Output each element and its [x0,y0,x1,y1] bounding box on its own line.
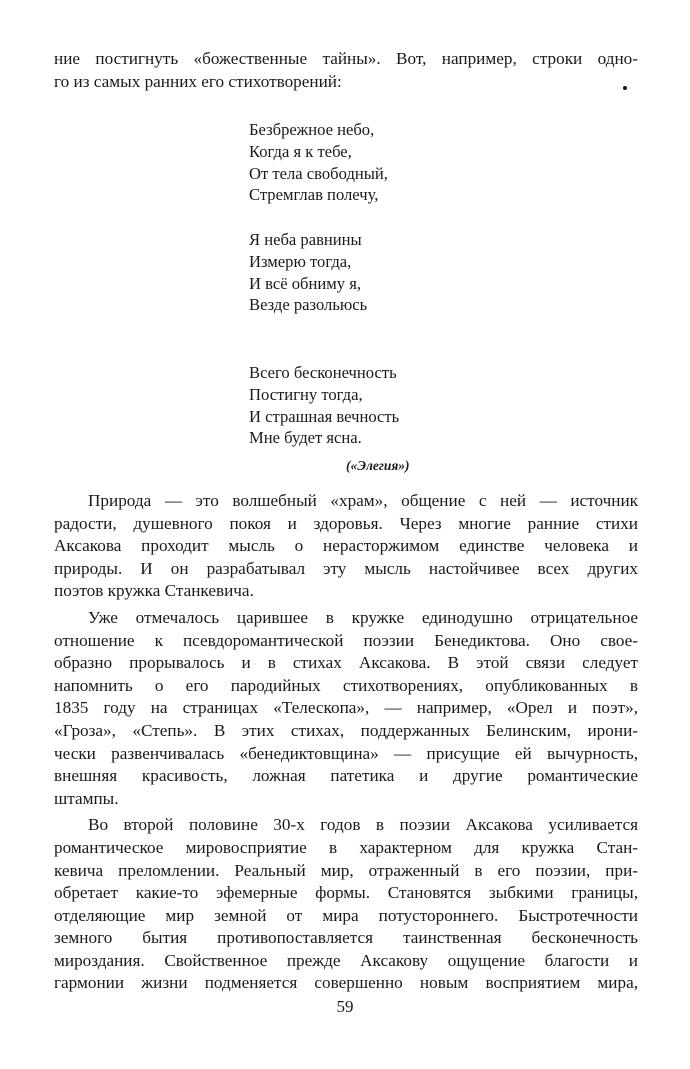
paragraph-line: напомнить о его пародийных стихотворениях, опубликованных в [54,675,638,695]
paragraph-line: чески развенчивалась «бенедиктовщина» — присущие ей вычурность, [54,743,638,763]
poem-line: Я неба равнины [249,230,362,249]
paragraph-line: радости, душевного покоя и здоровья. Через многие ранние стихи [54,513,638,533]
poem-line: И всё обниму я, [249,273,361,293]
intro-line: го из самых ранних его стихотворений: [54,71,342,91]
paragraph-line: внешняя красивость, ложная патетика и другие романтические [54,766,638,786]
paragraph-2 [54,607,638,810]
paragraph-line: «Гроза», «Степь». В этих стихах, поддержанных Белинским, ирони- [54,720,638,740]
intro-line: ние постигнуть «божественные тайны». Вот, например, строки одно- [54,49,638,68]
paragraph-3 [54,814,638,995]
poem-line: Везде разольюсь [249,295,368,315]
poem-line: Безбрежное небо, [249,120,375,139]
stray-dot [623,86,627,90]
paragraph-line: обретает какие-то эфемерные формы. Становятся зыбкими границы, [54,883,638,903]
poem-line: От тела свободный, [249,163,388,183]
poem-line: Всего бесконечность [249,363,397,382]
poem-line: Когда я к тебе, [249,141,352,161]
poem-line: Постигну тогда, [249,384,363,404]
paragraph-1 [54,490,638,603]
poem-line: Измерю тогда, [249,251,352,271]
poem-line: И страшная вечность [249,406,400,426]
paragraph-line: Аксакова проходит мысль о нерасторжимом единстве человека и [54,536,638,556]
intro-text [54,48,638,93]
page-number: 59 [336,997,354,1016]
poem-caption: («Элегия») [346,458,410,473]
paragraph-line: Природа — это волшебный «храм», общение с ней — источник [88,491,638,510]
paragraph-line: Во второй половине 30-х годов в поэзии Аксакова усиливается [88,815,638,835]
paragraph-line: земного бытия противопоставляется таинственная бесконечность [54,928,638,948]
paragraph-line: романтическое мировосприятие в характерном для кружка Стан- [54,837,638,857]
paragraph-line: Уже отмечалось царившее в кружке единодушно отрицательное [88,607,638,627]
paragraph-line: гармонии жизни подменяется совершенно новым восприятием мира, [54,973,638,993]
poem-stanza-2 [249,229,367,316]
poem-stanza-1 [249,119,388,206]
paragraph-line: образно прорывалось и в стихах Аксакова. В этой связи следует [54,653,638,673]
poem-line: Стремглав полечу, [249,185,379,205]
paragraph-line: мироздания. Свойственное прежде Аксакову ощущение благости и [54,950,638,970]
paragraph-line: кевича преломлении. Реальный мир, отраженный в его поэзии, при- [54,860,638,880]
paragraph-line: штампы. [54,788,119,808]
body-text [54,490,638,999]
paragraph-line: поэтов кружка Станкевича. [54,581,254,601]
paragraph-line: природы. И он разрабатывал эту мысль настойчивее всех других [54,558,638,578]
poem-line: Мне будет ясна. [249,428,362,448]
paragraph-line: отношение к псевдоромантической поэзии Бенедиктова. Оно свое- [54,630,638,650]
poem-stanza-3 [249,362,399,449]
paragraph-line: отделяющие мир земной от мира потустороннего. Быстротечности [54,905,638,925]
paragraph-line: 1835 году на страницах «Телескопа», — например, «Орел и поэт», [54,698,638,718]
